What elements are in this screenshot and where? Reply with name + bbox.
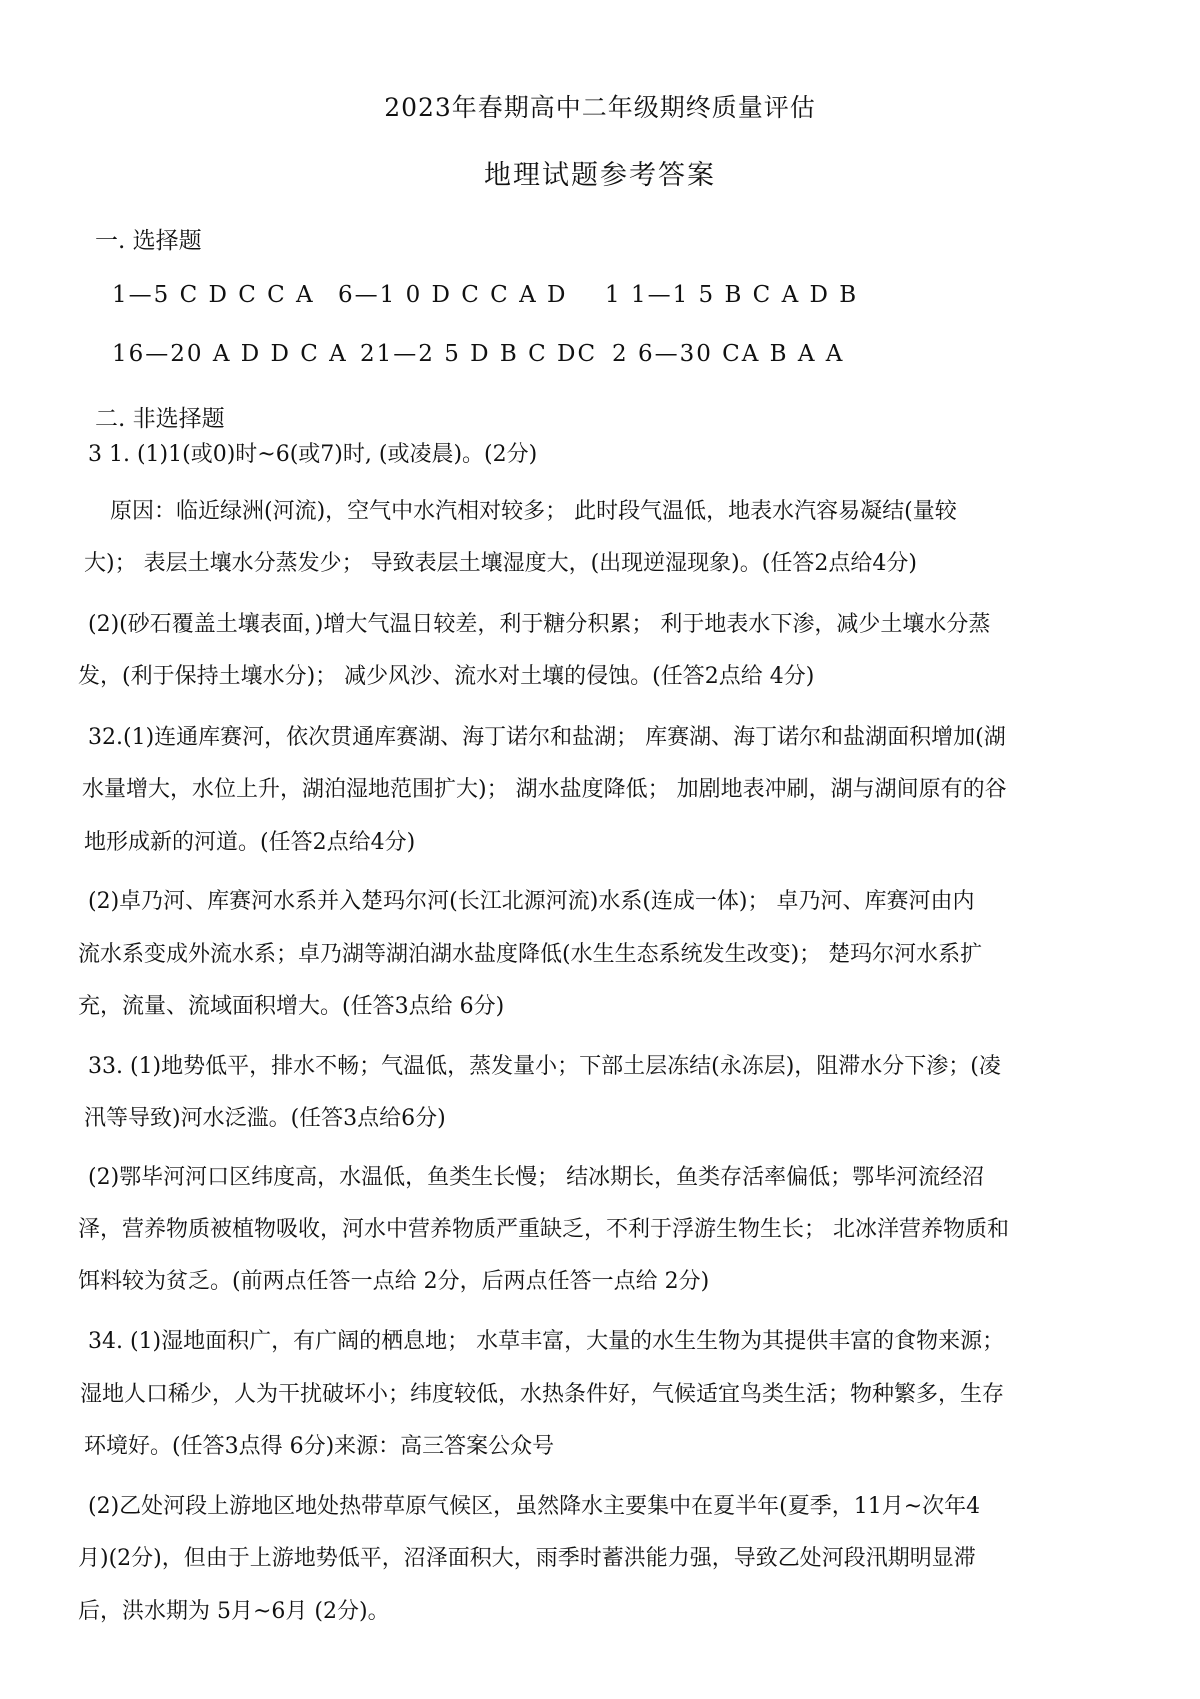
answer-line: 泽，营养物质被植物吸收，河水中营养物质严重缺乏，不利于浮游生物生长； 北冰洋营养物质和 bbox=[78, 1217, 1009, 1242]
answer-line: 33. (1)地势低平，排水不畅；气温低，蒸发量小；下部土层冻结(永冻层)，阻滞水分下渗；(凌 bbox=[88, 1054, 1001, 1079]
answer-line: 发，(利于保持土壤水分)； 减少风沙、流水对土壤的侵蚀。(任答2点给 4分) bbox=[78, 664, 815, 689]
answer-line: (2)(砂石覆盖土壤表面，)增大气温日较差，利于糖分积累； 利于地表水下渗，减少土壤水分蒸 bbox=[88, 612, 991, 637]
answer-line: 月)(2分)，但由于上游地势低平，沼泽面积大，雨季时蓄洪能力强，导致乙处河段汛期明显滞 bbox=[78, 1546, 976, 1571]
choice-answer-group: 1 1—1 5 B C A D B bbox=[605, 282, 859, 308]
answer-line: 地形成新的河道。(任答2点给4分) bbox=[84, 830, 416, 855]
document-subtitle: 地理试题参考答案 bbox=[484, 160, 716, 191]
answer-line: 汛等导致)河水泛滥。(任答3点给6分) bbox=[84, 1106, 446, 1131]
answer-line: 环境好。(任答3点得 6分)来源：高三答案公众号 bbox=[84, 1434, 555, 1459]
choice-answer-row bbox=[0, 282, 1200, 312]
choice-answer-group: 21—2 5 D B C DC bbox=[360, 341, 598, 367]
answer-line: 3 1. (1)1(或0)时~6(或7)时, (或凌晨)。(2分) bbox=[88, 442, 538, 467]
choice-answer-row bbox=[0, 341, 1200, 371]
document-title: 2023年春期高中二年级期终质量评估 bbox=[384, 93, 816, 122]
answer-line: (2)鄂毕河河口区纬度高，水温低，鱼类生长慢； 结冰期长，鱼类存活率偏低；鄂毕河流经沼 bbox=[88, 1165, 985, 1190]
answer-line: 32.(1)连通库赛河，依次贯通库赛湖、海丁诺尔和盐湖； 库赛湖、海丁诺尔和盐湖面积增加(湖 bbox=[88, 725, 1006, 750]
choice-answer-group: 2 6—30 CA B A A bbox=[612, 341, 845, 367]
answer-line: 大)； 表层土壤水分蒸发少； 导致表层土壤湿度大，(出现逆湿现象)。(任答2点给4分) bbox=[84, 551, 917, 576]
answer-line: 水量增大，水位上升，湖泊湿地范围扩大)； 湖水盐度降低； 加剧地表冲刷，湖与湖间原有的谷 bbox=[82, 777, 1007, 802]
answer-line: 湿地人口稀少，人为干扰破坏小；纬度较低，水热条件好，气候适宜鸟类生活；物种繁多，生存 bbox=[80, 1382, 1005, 1407]
section-heading-choice: 一. 选择题 bbox=[95, 228, 202, 254]
choice-answer-group: 6—1 0 D C C A D bbox=[338, 282, 568, 308]
section-heading-open: 二. 非选择题 bbox=[95, 406, 225, 432]
answer-line: 34. (1)湿地面积广，有广阔的栖息地； 水草丰富，大量的水生生物为其提供丰富的食物来源； bbox=[88, 1329, 1005, 1354]
answer-line: 充，流量、流域面积增大。(任答3点给 6分) bbox=[78, 994, 505, 1019]
choice-answer-group: 1—5 C D C C A bbox=[112, 282, 315, 308]
choice-answer-group: 16—20 A D D C A bbox=[112, 341, 348, 367]
answer-line: 流水系变成外流水系；卓乃湖等湖泊湖水盐度降低(水生生态系统发生改变)； 楚玛尔河水系扩 bbox=[78, 942, 983, 967]
answer-line: (2)乙处河段上游地区地处热带草原气候区，虽然降水主要集中在夏半年(夏季，11月~次年4 bbox=[88, 1494, 981, 1519]
answer-line: (2)卓乃河、库赛河水系并入楚玛尔河(长江北源河流)水系(连成一体)； 卓乃河、库赛河由内 bbox=[88, 889, 975, 914]
answer-line: 后，洪水期为 5月~6月 (2分)。 bbox=[78, 1599, 390, 1624]
answer-line: 饵料较为贫乏。(前两点任答一点给 2分，后两点任答一点给 2分) bbox=[78, 1269, 710, 1294]
answer-line: 原因：临近绿洲(河流)，空气中水汽相对较多； 此时段气温低，地表水汽容易凝结(量较 bbox=[110, 499, 957, 524]
